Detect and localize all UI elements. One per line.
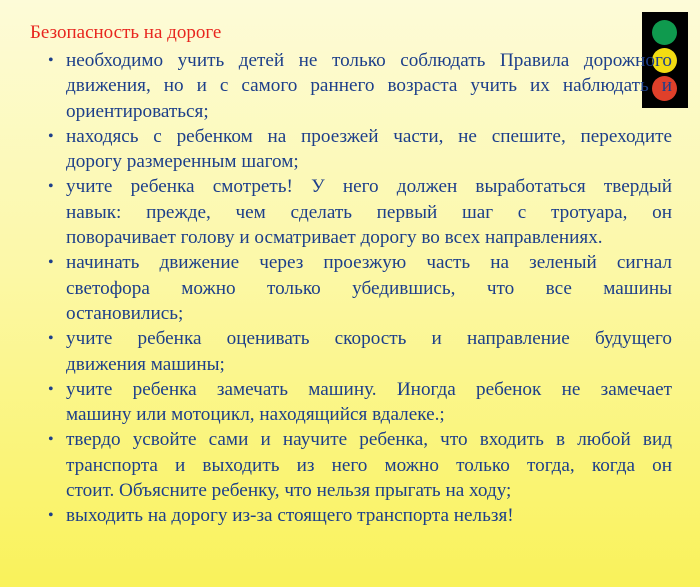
- bullet-icon: •: [48, 507, 54, 525]
- safety-rules-list: [44, 48, 672, 529]
- list-item: [44, 503, 672, 528]
- list-item-line: учите ребенка смотреть! У него должен выработаться твердый: [66, 176, 672, 198]
- page-title: Безопасность на дороге: [30, 22, 222, 43]
- bullet-icon: •: [48, 178, 54, 196]
- green-lamp-icon: [652, 20, 677, 45]
- list-item-line: остановились;: [66, 302, 184, 324]
- list-item-line: ориентироваться;: [66, 100, 209, 122]
- list-item-line: навык: прежде, чем сделать первый шаг с тротуара, он: [66, 201, 672, 223]
- list-item-line: твердо усвойте сами и научите ребенка, что входить в любой вид: [66, 429, 672, 451]
- list-item: [44, 124, 672, 175]
- list-item-line: учите ребенка оценивать скорость и направление будущего: [66, 328, 672, 350]
- list-item-line: транспорта и выходить из него можно только тогда, когда он: [66, 454, 672, 476]
- list-item-line: стоит. Объясните ребенку, что нельзя прыгать на ходу;: [66, 480, 512, 502]
- list-item-line: необходимо учить детей не только соблюдать Правила дорожного: [66, 50, 672, 71]
- bullet-icon: •: [48, 52, 54, 69]
- bullet-icon: •: [48, 431, 54, 449]
- list-item-line: поворачивает голову и осматривает дорогу во всех направлениях.: [66, 227, 603, 249]
- bullet-icon: •: [48, 380, 54, 398]
- list-item-line: учите ребенка замечать машину. Иногда ребенок не замечает: [66, 378, 672, 400]
- list-item-line: движения машины;: [66, 353, 225, 375]
- list-item-line: движения, но и с самого раннего возраста учить их наблюдать и: [66, 75, 672, 97]
- list-item-line: находясь с ребенком на проезжей части, не спешите, переходите: [66, 125, 672, 147]
- list-item: [44, 377, 672, 428]
- list-item-line: выходить на дорогу из-за стоящего транспорта нельзя!: [66, 505, 514, 527]
- list-item: [44, 174, 672, 250]
- list-item: [44, 326, 672, 377]
- bullet-icon: •: [48, 330, 54, 348]
- list-item-line: дорогу размеренным шагом;: [66, 151, 299, 173]
- list-item-line: светофора можно только убедившись, что все машины: [66, 277, 672, 299]
- bullet-icon: •: [48, 254, 54, 272]
- list-item-line: машину или мотоцикл, находящийся вдалеке.;: [66, 404, 445, 426]
- list-item: [44, 48, 672, 124]
- bullet-icon: •: [48, 127, 54, 145]
- list-item: [44, 250, 672, 326]
- list-item: [44, 427, 672, 503]
- list-item-line: начинать движение через проезжую часть на зеленый сигнал: [66, 252, 672, 274]
